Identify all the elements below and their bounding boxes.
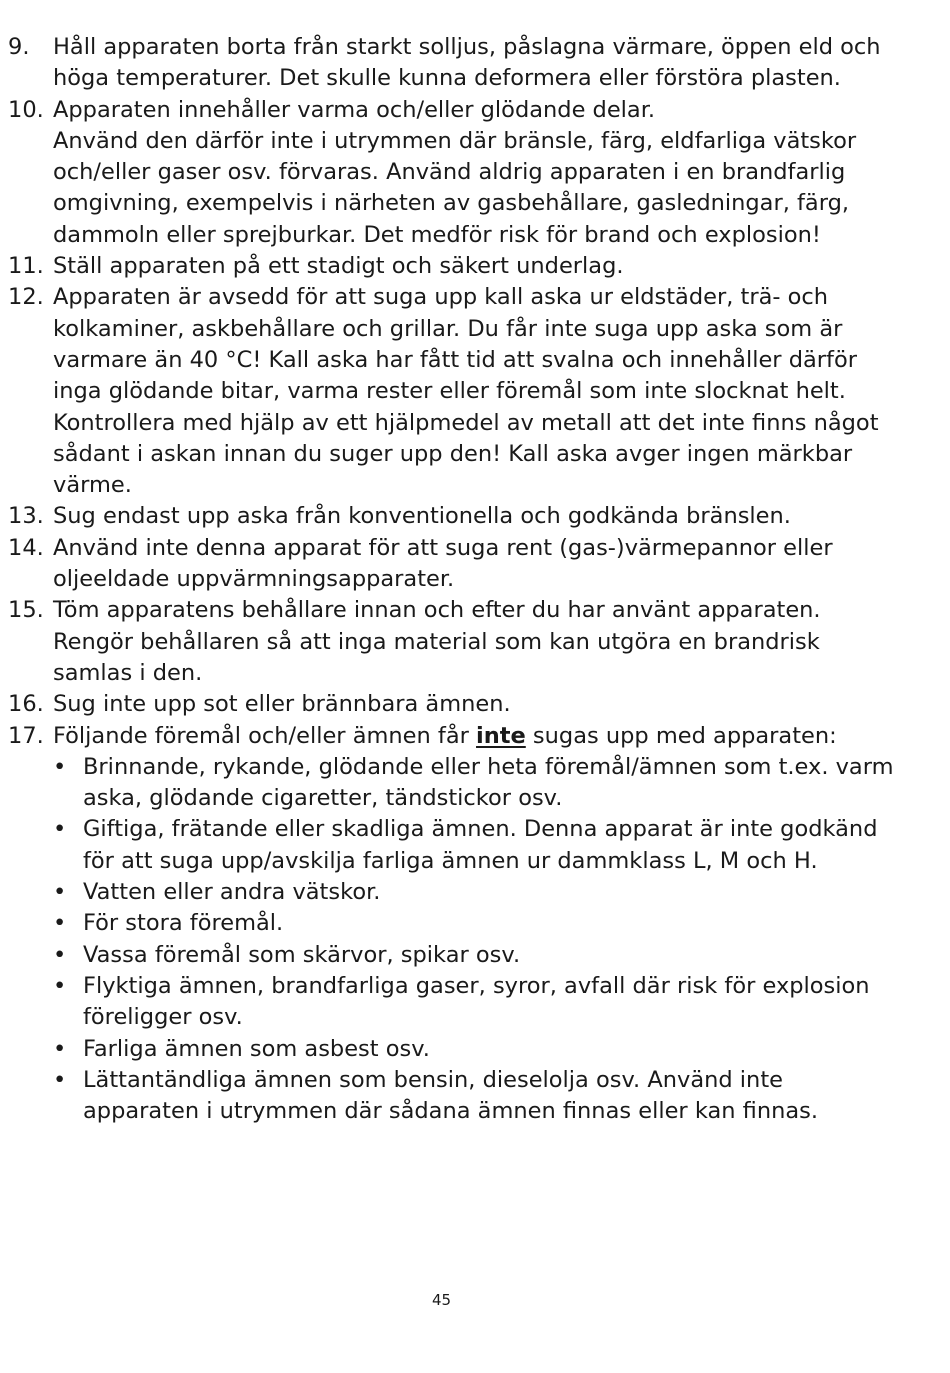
item-text: Apparaten är avsedd för att suga upp kall aska ur eldstäder, trä- och kolkaminer, askbehållare och grillar. Du får inte suga upp aska som är varmare än 40 °C! Kall aska har fått tid att svalna och innehåller därför inga glödande bitar, varma rester eller föremål som inte slocknat helt. Kontrollera med hjälp av ett hjälpmedel av metall att det inte finns något sådant i askan innan du suger upp den! Kall aska avger ingen märkbar värme. [53, 284, 879, 499]
prohibited-items-list [53, 752, 900, 1128]
emphasis-inte: inte [476, 722, 526, 749]
safety-instructions-list [0, 32, 900, 1127]
bullet-item [53, 908, 900, 939]
list-item-16 [0, 689, 900, 720]
item-number: 13. [8, 503, 44, 530]
item-text: Använd inte denna apparat för att suga rent (gas-)värmepannor eller oljeeldade uppvärmningsapparater. [53, 534, 833, 593]
item-text-line2: Använd den därför inte i utrymmen där bränsle, färg, eldfarliga vätskor och/eller gaser osv. förvaras. Använd aldrig apparaten i en brandfarlig omgivning, exempelvis i närheten av gasbehållare, gasledningar, färg, dammoln eller sprejburkar. Det medför risk för brand och explosion! [53, 127, 857, 248]
bullet-icon: • [53, 879, 67, 906]
list-item-14 [0, 533, 900, 596]
bullet-icon: • [53, 910, 67, 937]
bullet-item [53, 940, 900, 971]
bullet-icon: • [53, 941, 67, 968]
item-text: Sug endast upp aska från konventionella och godkända bränslen. [53, 503, 791, 530]
bullet-item [53, 752, 900, 815]
item-number: 17. [8, 722, 44, 749]
item-text-line1: Apparaten innehåller varma och/eller glödande delar. [53, 96, 656, 123]
item-number: 9. [8, 34, 30, 60]
bullet-item [53, 814, 900, 877]
item-text-after: sugas upp med apparaten: [525, 722, 837, 749]
bullet-text: Giftiga, frätande eller skadliga ämnen. Denna apparat är inte godkänd för att suga upp/avskilja farliga ämnen ur dammklass L, M och H. [83, 816, 878, 874]
bullet-item [53, 971, 900, 1034]
item-text: Töm apparatens behållare innan och efter du har använt apparaten. Rengör behållaren så att inga material som kan utgöra en brandrisk samlas i den. [53, 597, 821, 686]
item-text: Håll apparaten borta från starkt solljus, påslagna värmare, öppen eld och höga temperaturer. Det skulle kunna deformera eller förstöra plasten. [53, 34, 881, 92]
item-number: 12. [8, 284, 44, 311]
item-number: 16. [8, 691, 44, 718]
bullet-text: För stora föremål. [83, 910, 284, 937]
list-item-15 [0, 595, 900, 689]
bullet-text: Vassa föremål som skärvor, spikar osv. [83, 941, 521, 968]
bullet-icon: • [53, 753, 67, 780]
bullet-item [53, 877, 900, 908]
bullet-icon: • [53, 972, 67, 999]
list-item-17 [0, 721, 900, 1128]
item-number: 11. [8, 253, 44, 280]
bullet-item [53, 1034, 900, 1065]
list-item-11 [0, 251, 900, 282]
bullet-icon: • [53, 1035, 67, 1062]
list-item-13 [0, 501, 900, 532]
bullet-text: Flyktiga ämnen, brandfarliga gaser, syror, avfall där risk för explosion föreligger osv. [83, 972, 870, 1031]
item-text: Ställ apparaten på ett stadigt och säkert underlag. [53, 253, 624, 280]
bullet-icon: • [53, 1066, 67, 1093]
item-text-before: Följande föremål och/eller ämnen får [53, 722, 477, 749]
item-number: 10. [8, 96, 44, 123]
bullet-text: Brinnande, rykande, glödande eller heta föremål/ämnen som t.ex. varm aska, glödande cigaretter, tändstickor osv. [83, 753, 894, 812]
bullet-text: Vatten eller andra vätskor. [83, 879, 381, 906]
item-number: 15. [8, 597, 44, 624]
item-intro [53, 721, 900, 752]
bullet-icon: • [53, 816, 67, 843]
bullet-text: Farliga ämnen som asbest osv. [83, 1035, 430, 1062]
item-number: 14. [8, 534, 44, 561]
page-number: 45 [431, 1291, 452, 1309]
list-item-12 [0, 282, 900, 501]
list-item-10 [0, 95, 900, 251]
list-item-9 [0, 32, 900, 95]
bullet-item [53, 1065, 900, 1128]
item-text: Sug inte upp sot eller brännbara ämnen. [53, 691, 511, 718]
bullet-text: Lättantändliga ämnen som bensin, dieselolja osv. Använd inte apparaten i utrymmen där sådana ämnen finnas eller kan finnas. [83, 1066, 819, 1125]
